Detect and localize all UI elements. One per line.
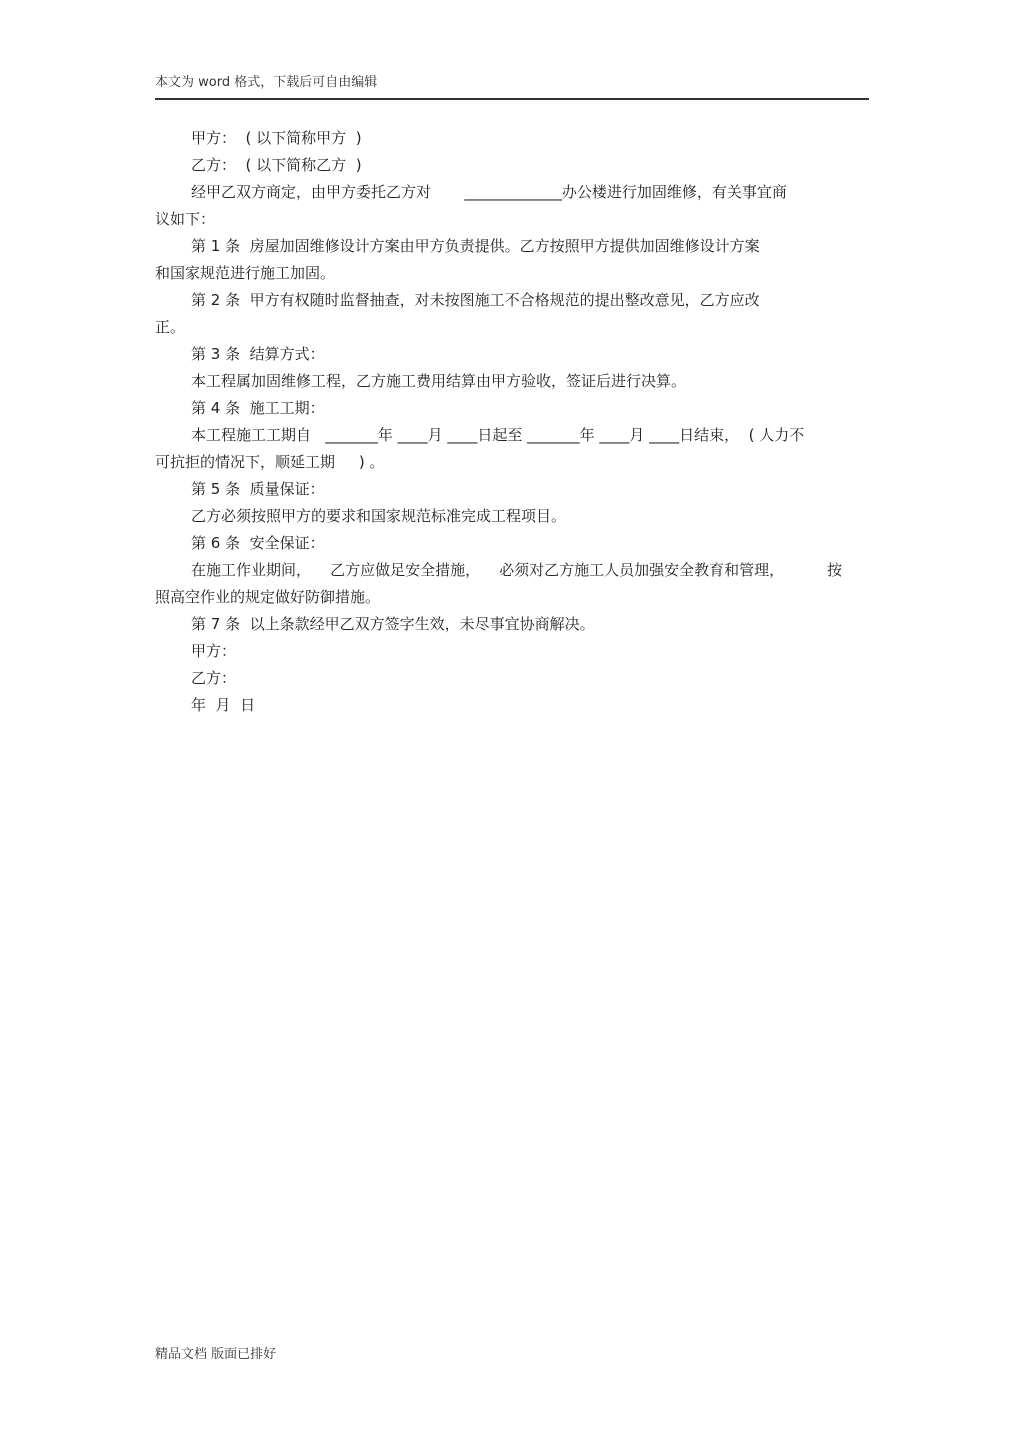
article-4-line-1: 本工程施工工期自 _______年 ____月 ____日起至 _______年 ____月 ____日结束， ( 人力不 — [191, 426, 805, 444]
article-7: 第 7 条 以上条款经甲乙双方签字生效，未尽事宜协商解决。 — [191, 615, 595, 633]
article-3-title: 第 3 条 结算方式： — [191, 345, 325, 363]
article-4-title: 第 4 条 施工工期： — [191, 399, 325, 417]
signature-party-a: 甲方： — [191, 642, 237, 660]
article-6-title: 第 6 条 安全保证： — [191, 534, 325, 552]
party-a-line: 甲方： ( 以下简称甲方 ) — [191, 129, 362, 147]
page-footer: 精品文档 版面已排好 — [155, 1347, 277, 1362]
header-text: 本文为 word 格式，下载后可自由编辑 — [155, 75, 378, 90]
article-6-line-1: 在施工作业期间， 乙方应做足安全措施， 必须对乙方施工人员加强安全教育和管理， 按 — [191, 561, 843, 579]
article-3-body: 本工程属加固维修工程，乙方施工费用结算由甲方验收，签证后进行决算。 — [191, 372, 687, 390]
article-5-body: 乙方必须按照甲方的要求和国家规范标准完成工程项目。 — [191, 507, 567, 525]
article-5-title: 第 5 条 质量保证： — [191, 480, 325, 498]
party-b-line: 乙方： ( 以下简称乙方 ) — [191, 156, 362, 174]
article-2-line-2: 正。 — [155, 318, 186, 336]
signature-date: 年 月 日 — [191, 696, 256, 714]
intro-line-1: 经甲乙双方商定，由甲方委托乙方对 _____________办公楼进行加固维修，有关事宜商 — [191, 183, 787, 201]
page-header — [155, 74, 869, 100]
article-1-line-1: 第 1 条 房屋加固维修设计方案由甲方负责提供。乙方按照甲方提供加固维修设计方案 — [191, 237, 760, 255]
signature-party-b: 乙方： — [191, 669, 237, 687]
article-4-line-2: 可抗拒的情况下，顺延工期 ) 。 — [155, 453, 385, 471]
intro-line-2: 议如下： — [155, 210, 216, 228]
article-2-line-1: 第 2 条 甲方有权随时监督抽查，对未按图施工不合格规范的提出整改意见，乙方应改 — [191, 291, 760, 309]
article-6-line-2: 照高空作业的规定做好防御措施。 — [155, 588, 381, 606]
article-1-line-2: 和国家规范进行施工加固。 — [155, 264, 336, 282]
